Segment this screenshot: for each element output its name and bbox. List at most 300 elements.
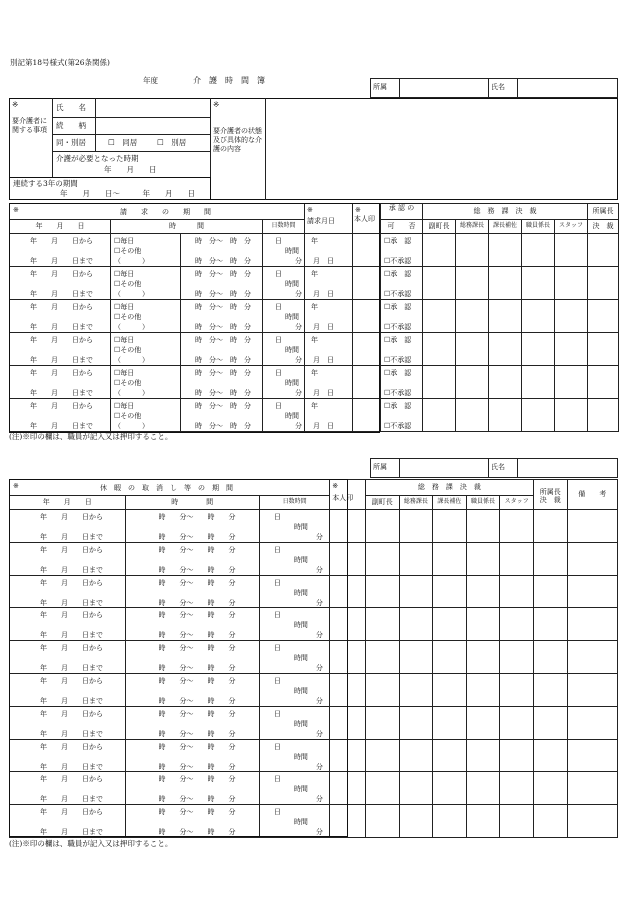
approve-text: ☐承 認 <box>384 369 412 377</box>
seal-cell[interactable] <box>365 673 399 706</box>
seal-cell[interactable] <box>365 641 399 674</box>
seal-cell[interactable] <box>588 333 619 366</box>
request-approval-cell[interactable] <box>381 234 423 267</box>
dept-col-staff: スタッフ <box>555 220 588 234</box>
seal-cell[interactable] <box>466 805 500 838</box>
seal-cell[interactable] <box>533 706 567 739</box>
seal-cell[interactable] <box>555 399 588 432</box>
md-text: 月 日 <box>313 257 334 265</box>
request-req-date-cell[interactable] <box>305 399 353 432</box>
time2-text: 時 分～ 時 分 <box>195 257 251 265</box>
cancel-self-seal-cell[interactable] <box>330 772 366 805</box>
until-text: 年 月 日まで <box>40 729 103 738</box>
time1-text: 時 分～ 時 分 <box>158 644 236 653</box>
request-self-seal-cell[interactable] <box>353 300 381 333</box>
affiliation-box <box>370 78 618 98</box>
seal-cell[interactable] <box>433 542 467 575</box>
request-row <box>10 267 619 300</box>
seal-cell[interactable] <box>456 366 489 399</box>
request-approval-cell[interactable] <box>381 300 423 333</box>
request-days-cell[interactable] <box>263 267 305 300</box>
request-mark: ※ <box>13 206 19 214</box>
seal-cell[interactable] <box>433 510 467 543</box>
year-text: 年 <box>311 336 318 344</box>
seal-cell[interactable] <box>433 772 467 805</box>
seal-cell[interactable] <box>399 739 433 772</box>
cancel-days-cell[interactable] <box>259 772 329 805</box>
seal-cell[interactable] <box>489 399 522 432</box>
cancel-time-cell[interactable] <box>125 575 259 608</box>
cohabit-row-label: 同・別居 <box>56 138 86 147</box>
other-text: ☐その他 <box>114 346 142 354</box>
seal-cell[interactable] <box>533 575 567 608</box>
seal-cell[interactable] <box>423 399 456 432</box>
day-text: 日 <box>273 513 281 521</box>
seal-cell[interactable] <box>500 772 534 805</box>
cancel-time-cell[interactable] <box>125 706 259 739</box>
cancel-time-cell[interactable] <box>125 739 259 772</box>
request-time-cell[interactable] <box>181 267 263 300</box>
time2-text: 時 分～ 時 分 <box>158 533 236 541</box>
remarks-cell[interactable] <box>567 510 617 543</box>
time1-text: 時 分～ 時 分 <box>158 676 236 685</box>
seal-cell[interactable] <box>533 739 567 772</box>
seal-cell[interactable] <box>588 300 619 333</box>
seal-cell[interactable] <box>588 399 619 432</box>
seal-cell[interactable] <box>423 366 456 399</box>
cancel-dept-staff: スタッフ <box>500 496 534 510</box>
request-time-cell[interactable] <box>181 333 263 366</box>
request-self-seal-cell[interactable] <box>353 333 381 366</box>
year-text: 年 <box>311 303 318 311</box>
request-frequency-cell[interactable] <box>111 300 181 333</box>
cancel-days-cell[interactable] <box>259 641 329 674</box>
seal-cell[interactable] <box>365 772 399 805</box>
request-frequency-cell[interactable] <box>111 399 181 432</box>
until-text: 年 月 日まで <box>30 323 93 331</box>
cancel-time-cell[interactable] <box>125 673 259 706</box>
reject-text: ☐不承認 <box>384 257 412 265</box>
seal-cell[interactable] <box>456 333 489 366</box>
seal-cell[interactable] <box>433 706 467 739</box>
seal-cell[interactable] <box>522 333 555 366</box>
seal-cell[interactable] <box>466 542 500 575</box>
seal-cell[interactable] <box>588 267 619 300</box>
min-text: 分 <box>295 290 302 298</box>
request-row <box>10 234 619 267</box>
seal-cell[interactable] <box>500 608 534 641</box>
hours-text: 時間 <box>285 313 299 321</box>
request-frequency-cell[interactable] <box>111 333 181 366</box>
shozoku-label-2: 所属 <box>371 459 400 478</box>
request-time-cell[interactable] <box>181 399 263 432</box>
cohabit-checkbox-separate[interactable]: ☐ 別居 <box>157 138 187 147</box>
cancel-date-cell[interactable] <box>10 673 126 706</box>
seal-cell[interactable] <box>466 641 500 674</box>
seal-cell[interactable] <box>399 673 433 706</box>
request-req-date-cell[interactable] <box>305 234 353 267</box>
year-text: 年 <box>311 369 318 377</box>
request-time-cell[interactable] <box>181 366 263 399</box>
seal-cell[interactable] <box>500 575 534 608</box>
form-id: 別記第18号様式(第26条関係) <box>10 58 110 67</box>
day-text: 日 <box>273 742 281 751</box>
request-date-cell[interactable] <box>10 366 111 399</box>
person-mark: ※ <box>12 100 19 109</box>
seal-cell[interactable] <box>456 234 489 267</box>
time1-text: 時 分～ 時 分 <box>158 742 236 751</box>
seal-cell[interactable] <box>555 267 588 300</box>
remarks-cell[interactable] <box>567 575 617 608</box>
seal-cell[interactable] <box>555 234 588 267</box>
seal-cell[interactable] <box>466 739 500 772</box>
request-date-cell[interactable] <box>10 234 111 267</box>
cancel-days-cell[interactable] <box>259 805 329 838</box>
seal-cell[interactable] <box>466 706 500 739</box>
time2-text: 時 分～ 時 分 <box>195 389 251 397</box>
cancel-self-header: 本人印 <box>332 494 354 502</box>
from-text: 年 月 日から <box>30 303 93 311</box>
request-self-seal-cell[interactable] <box>353 234 381 267</box>
seal-cell[interactable] <box>533 510 567 543</box>
cancel-date-cell[interactable] <box>10 706 126 739</box>
seal-cell[interactable] <box>433 575 467 608</box>
until-text: 年 月 日まで <box>30 422 93 430</box>
seal-cell[interactable] <box>533 673 567 706</box>
seal-cell[interactable] <box>466 673 500 706</box>
cancel-chief-bottom: 決 裁 <box>539 496 561 505</box>
request-table <box>9 203 619 432</box>
request-frequency-cell[interactable] <box>111 234 181 267</box>
need-date: 年 月 日 <box>104 165 157 174</box>
seal-cell[interactable] <box>433 608 467 641</box>
seal-cell[interactable] <box>533 641 567 674</box>
seal-cell[interactable] <box>500 739 534 772</box>
cancel-time-cell[interactable] <box>125 510 259 543</box>
cancel-days-cell[interactable] <box>259 608 329 641</box>
cancel-row <box>10 542 618 575</box>
cancel-self-mark: ※ <box>332 482 339 490</box>
seal-cell[interactable] <box>533 608 567 641</box>
cancel-col-date: 年 月 日 <box>10 496 126 510</box>
approve-text: ☐承 認 <box>384 303 412 311</box>
seal-cell[interactable] <box>399 542 433 575</box>
seal-cell[interactable] <box>365 608 399 641</box>
seal-cell[interactable] <box>500 542 534 575</box>
period-label: 連続する3年の期間 <box>13 179 78 188</box>
seal-cell[interactable] <box>533 805 567 838</box>
cancel-date-cell[interactable] <box>10 510 126 543</box>
request-days-cell[interactable] <box>263 300 305 333</box>
request-days-cell[interactable] <box>263 366 305 399</box>
cancel-date-cell[interactable] <box>10 641 126 674</box>
from-text: 年 月 日から <box>30 369 93 377</box>
cancel-days-cell[interactable] <box>259 673 329 706</box>
request-frequency-cell[interactable] <box>111 366 181 399</box>
seal-cell[interactable] <box>522 234 555 267</box>
seal-cell[interactable] <box>522 399 555 432</box>
request-self-seal-cell[interactable] <box>353 267 381 300</box>
seal-cell[interactable] <box>433 805 467 838</box>
remarks-cell[interactable] <box>567 805 617 838</box>
seal-cell[interactable] <box>365 575 399 608</box>
request-days-cell[interactable] <box>263 333 305 366</box>
cancel-self-seal-cell[interactable] <box>330 805 366 838</box>
request-time-cell[interactable] <box>181 234 263 267</box>
seal-cell[interactable] <box>365 510 399 543</box>
remarks-cell[interactable] <box>567 673 617 706</box>
md-text: 月 日 <box>313 422 334 430</box>
day-text: 日 <box>273 808 281 817</box>
min-text: 分 <box>315 696 323 705</box>
seal-cell[interactable] <box>399 608 433 641</box>
min-text: 分 <box>295 389 302 397</box>
condition-label: 要介護者の状態及び具体的な介護の内容 <box>213 127 262 154</box>
cancel-days-cell[interactable] <box>259 706 329 739</box>
paren-text: （ ） <box>114 356 149 364</box>
cancel-date-cell[interactable] <box>10 739 126 772</box>
hours-text: 時間 <box>285 247 299 255</box>
remarks-cell[interactable] <box>567 641 617 674</box>
cancel-date-cell[interactable] <box>10 575 126 608</box>
hours-text: 時間 <box>285 379 299 387</box>
seal-cell[interactable] <box>489 234 522 267</box>
seal-cell[interactable] <box>466 575 500 608</box>
remarks-cell[interactable] <box>567 739 617 772</box>
request-self-seal-cell[interactable] <box>353 399 381 432</box>
seal-cell[interactable] <box>466 772 500 805</box>
cancel-self-seal-cell[interactable] <box>330 706 366 739</box>
from-text: 年 月 日から <box>40 578 103 587</box>
until-text: 年 月 日まで <box>40 795 103 804</box>
seal-cell[interactable] <box>489 333 522 366</box>
cancel-self-seal-cell[interactable] <box>330 510 366 543</box>
request-req-date-cell[interactable] <box>305 366 353 399</box>
md-text: 月 日 <box>313 323 334 331</box>
min-text: 分 <box>315 762 323 771</box>
seal-cell[interactable] <box>456 267 489 300</box>
request-date-cell[interactable] <box>10 333 111 366</box>
seal-cell[interactable] <box>588 366 619 399</box>
cancel-days-cell[interactable] <box>259 575 329 608</box>
min-text: 分 <box>315 598 323 607</box>
cancel-dept-vice-mayor: 副町長 <box>365 496 399 510</box>
request-approval-cell[interactable] <box>381 399 423 432</box>
seal-cell[interactable] <box>423 267 456 300</box>
cancel-date-cell[interactable] <box>10 608 126 641</box>
seal-cell[interactable] <box>399 772 433 805</box>
self-seal-header: 本人印 <box>354 215 375 223</box>
seal-cell[interactable] <box>555 300 588 333</box>
seal-cell[interactable] <box>423 333 456 366</box>
request-date-cell[interactable] <box>10 300 111 333</box>
approve-text: ☐承 認 <box>384 402 412 410</box>
request-approval-cell[interactable] <box>381 366 423 399</box>
seal-cell[interactable] <box>433 673 467 706</box>
from-text: 年 月 日から <box>40 676 103 685</box>
seal-cell[interactable] <box>399 805 433 838</box>
from-text: 年 月 日から <box>30 237 93 245</box>
daily-text: ☐毎日 <box>114 336 135 344</box>
cancel-days-cell[interactable] <box>259 510 329 543</box>
seal-cell[interactable] <box>533 772 567 805</box>
cancel-time-cell[interactable] <box>125 641 259 674</box>
min-text: 分 <box>315 533 323 541</box>
year-text: 年 <box>311 402 318 410</box>
hours-text: 時間 <box>293 719 308 728</box>
until-text: 年 月 日まで <box>40 533 103 541</box>
cancel-days-cell[interactable] <box>259 739 329 772</box>
until-text: 年 月 日まで <box>30 389 93 397</box>
seal-cell[interactable] <box>500 805 534 838</box>
seal-cell[interactable] <box>533 542 567 575</box>
request-days-cell[interactable] <box>263 234 305 267</box>
seal-cell[interactable] <box>433 739 467 772</box>
remarks-cell[interactable] <box>567 542 617 575</box>
min-text: 分 <box>295 356 302 364</box>
request-req-date-cell[interactable] <box>305 333 353 366</box>
remarks-cell[interactable] <box>567 706 617 739</box>
seal-cell[interactable] <box>423 300 456 333</box>
from-text: 年 月 日から <box>40 709 103 718</box>
cohabit-checkbox-same[interactable]: ☐ 同居 <box>108 138 138 147</box>
seal-cell[interactable] <box>399 510 433 543</box>
cancel-self-seal-cell[interactable] <box>330 542 366 575</box>
seal-cell[interactable] <box>500 641 534 674</box>
until-text: 年 月 日まで <box>30 290 93 298</box>
cancel-dept-assistant: 課長補佐 <box>433 496 467 510</box>
shozoku-label: 所属 <box>371 79 400 98</box>
seal-cell[interactable] <box>500 673 534 706</box>
name-field[interactable] <box>518 79 618 98</box>
req-date-mark: ※ <box>307 206 313 214</box>
cancel-self-seal-cell[interactable] <box>330 641 366 674</box>
cancel-self-seal-cell[interactable] <box>330 608 366 641</box>
shozoku-field[interactable] <box>400 79 489 98</box>
until-text: 年 月 日まで <box>30 257 93 265</box>
request-req-date-cell[interactable] <box>305 267 353 300</box>
time2-text: 時 分～ 時 分 <box>158 828 236 837</box>
seal-cell[interactable] <box>399 575 433 608</box>
request-approval-cell[interactable] <box>381 333 423 366</box>
min-text: 分 <box>315 729 323 738</box>
seal-cell[interactable] <box>522 366 555 399</box>
name-field-2[interactable] <box>518 459 618 478</box>
min-text: 分 <box>295 422 302 430</box>
cancel-period-header: 休 暇 の 取 消 し 等 の 期 間 <box>100 484 233 492</box>
seal-cell[interactable] <box>365 542 399 575</box>
day-text: 日 <box>275 303 282 311</box>
request-self-seal-cell[interactable] <box>353 366 381 399</box>
cancel-time-cell[interactable] <box>125 542 259 575</box>
seal-cell[interactable] <box>522 300 555 333</box>
request-date-cell[interactable] <box>10 267 111 300</box>
seal-cell[interactable] <box>433 641 467 674</box>
until-text: 年 月 日まで <box>40 828 103 837</box>
request-frequency-cell[interactable] <box>111 267 181 300</box>
request-row <box>10 333 619 366</box>
relation-row-label: 続 柄 <box>56 121 86 130</box>
request-days-cell[interactable] <box>263 399 305 432</box>
cancel-date-cell[interactable] <box>10 772 126 805</box>
cancel-days-cell[interactable] <box>259 542 329 575</box>
cancel-self-seal-cell[interactable] <box>330 575 366 608</box>
seal-cell[interactable] <box>365 805 399 838</box>
time2-text: 時 分～ 時 分 <box>195 323 251 331</box>
seal-cell[interactable] <box>466 608 500 641</box>
cancel-self-seal-cell[interactable] <box>330 739 366 772</box>
approve-text: ☐承 認 <box>384 237 412 245</box>
title-year: 年度 <box>143 76 158 85</box>
day-text: 日 <box>273 611 281 620</box>
request-approval-cell[interactable] <box>381 267 423 300</box>
request-note: (注)※印の欄は、職員が記入又は押印すること。 <box>9 432 173 441</box>
cancel-date-cell[interactable] <box>10 805 126 838</box>
cancel-col-time: 時 間 <box>125 496 259 510</box>
time1-text: 時 分～ 時 分 <box>158 545 236 554</box>
min-text: 分 <box>315 631 323 640</box>
seal-cell[interactable] <box>489 267 522 300</box>
cancel-time-cell[interactable] <box>125 805 259 838</box>
seal-cell[interactable] <box>423 234 456 267</box>
other-text: ☐その他 <box>114 379 142 387</box>
remarks-cell[interactable] <box>567 772 617 805</box>
cancel-time-cell[interactable] <box>125 608 259 641</box>
seal-cell[interactable] <box>466 510 500 543</box>
seal-cell[interactable] <box>500 510 534 543</box>
seal-cell[interactable] <box>489 366 522 399</box>
seal-cell[interactable] <box>489 300 522 333</box>
seal-cell[interactable] <box>365 706 399 739</box>
person-section-label: 要介護者に関する事項 <box>12 117 47 135</box>
other-text: ☐その他 <box>114 280 142 288</box>
seal-cell[interactable] <box>555 366 588 399</box>
day-text: 日 <box>275 369 282 377</box>
from-text: 年 月 日から <box>40 611 103 620</box>
day-text: 日 <box>275 270 282 278</box>
cancel-row <box>10 772 618 805</box>
reject-text: ☐不承認 <box>384 323 412 331</box>
cancel-date-cell[interactable] <box>10 542 126 575</box>
min-text: 分 <box>295 323 302 331</box>
request-req-date-cell[interactable] <box>305 300 353 333</box>
seal-cell[interactable] <box>399 706 433 739</box>
shozoku-field-2[interactable] <box>400 459 489 478</box>
dept-col-assistant: 課長補佐 <box>489 220 522 234</box>
seal-cell[interactable] <box>588 234 619 267</box>
daily-text: ☐毎日 <box>114 369 135 377</box>
seal-cell[interactable] <box>456 300 489 333</box>
approve-text: ☐承 認 <box>384 336 412 344</box>
seal-cell[interactable] <box>500 706 534 739</box>
time1-text: 時 分～ 時 分 <box>158 513 236 521</box>
cancel-self-seal-cell[interactable] <box>330 673 366 706</box>
cancel-row <box>10 673 618 706</box>
time2-text: 時 分～ 時 分 <box>158 631 236 640</box>
seal-cell[interactable] <box>399 641 433 674</box>
cancel-time-cell[interactable] <box>125 772 259 805</box>
col-days-header: 日数時間 <box>263 220 305 234</box>
request-date-cell[interactable] <box>10 399 111 432</box>
seal-cell[interactable] <box>555 333 588 366</box>
cancel-mark: ※ <box>13 482 19 490</box>
seal-cell[interactable] <box>456 399 489 432</box>
cancel-dept-director: 総務課長 <box>399 496 433 510</box>
seal-cell[interactable] <box>522 267 555 300</box>
remarks-cell[interactable] <box>567 608 617 641</box>
seal-cell[interactable] <box>365 739 399 772</box>
request-time-cell[interactable] <box>181 300 263 333</box>
